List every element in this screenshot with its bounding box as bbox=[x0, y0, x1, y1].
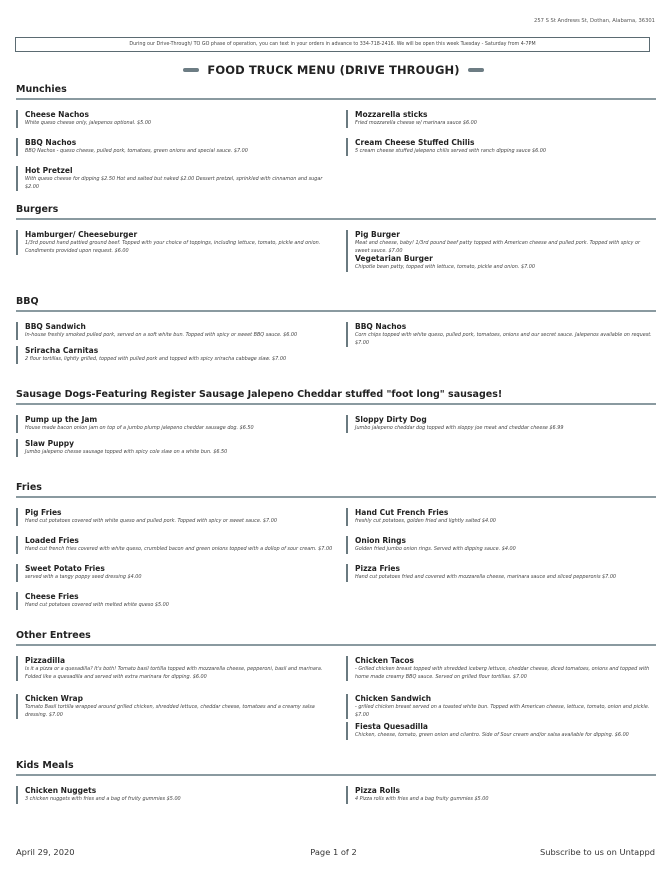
item-description: Hand cut potatoes covered with white queso and pulled pork. Topped with spicy or sweet sauce. $7.00 bbox=[25, 518, 277, 524]
item-description: Corn chips topped with white queso, pulled pork, tomatoes, onions and our secret sauce. Jalepenos available on request. $7.00 bbox=[355, 332, 652, 346]
item-description: Hand cut french fries covered with white queso, crumbled bacon and green onions topped with a dollop of sour cream. $7.00 bbox=[25, 546, 333, 552]
section-title: Munchies bbox=[16, 84, 656, 100]
item-name: Pump up the Jam bbox=[25, 415, 98, 424]
item-name: Sweet Potato Fries bbox=[25, 564, 105, 573]
section-title: BBQ bbox=[16, 296, 656, 312]
menu-section bbox=[16, 84, 656, 190]
footer-page-number: Page 1 of 2 bbox=[310, 847, 357, 857]
menu-item bbox=[16, 346, 336, 364]
item-name: Slaw Puppy bbox=[25, 439, 75, 448]
menu-item bbox=[346, 508, 656, 526]
menu-item bbox=[16, 230, 336, 255]
item-name: Cheese Fries bbox=[25, 592, 79, 601]
item-name: Fiesta Quesadilla bbox=[355, 722, 428, 731]
menu-section bbox=[16, 630, 656, 738]
item-description: Golden fried jumbo onion rings. Served with dipping sauce. $4.00 bbox=[355, 546, 516, 552]
item-name: Hamburger/ Cheeseburger bbox=[25, 230, 138, 239]
item-name: Loaded Fries bbox=[25, 536, 79, 545]
menu-section bbox=[16, 482, 656, 608]
item-name: Pig Burger bbox=[355, 230, 400, 239]
section-title: Fries bbox=[16, 482, 656, 498]
menu-item bbox=[16, 166, 336, 191]
item-description: Fried mozzarella cheese w/ marinara sauce $6.00 bbox=[355, 120, 477, 126]
menu-item bbox=[16, 656, 336, 681]
item-description: Chicken, cheese, tomato, green onion and cilantro. Side of Sour cream and/or salsa available for dipping. $6.00 bbox=[355, 732, 629, 738]
item-description: 5 cream cheese stuffed jalepeno chilis served with ranch dipping sauce $6.00 bbox=[355, 148, 547, 154]
menu-item bbox=[16, 694, 336, 719]
section-title: Other Entrees bbox=[16, 630, 656, 646]
menu-item bbox=[16, 508, 336, 526]
item-description: Jumbo jalepeno chesse sausage topped with spicy cole slaw on a white bun. $6.50 bbox=[25, 449, 228, 455]
item-name: Sriracha Carnitas bbox=[25, 346, 99, 355]
item-name: Sloppy Dirty Dog bbox=[355, 415, 427, 424]
item-name: BBQ Nachos bbox=[355, 322, 407, 331]
item-description: With queso cheese for dipping $2.50 Hot and salted but naked $2.00 Dessert pretzel, sprinkled with cinnamon and sugar $2.00 bbox=[25, 176, 323, 190]
menu-item bbox=[16, 592, 336, 610]
section-title: Kids Meals bbox=[16, 760, 656, 776]
menu-item bbox=[346, 564, 656, 582]
menu-item bbox=[16, 322, 336, 340]
item-name: Pizza Fries bbox=[355, 564, 400, 573]
right-ornament bbox=[468, 68, 484, 72]
item-description: Chipotle bean patty, topped with lettuce, tomato, pickle and onion. $7.00 bbox=[355, 264, 535, 270]
item-name: Hand Cut French Fries bbox=[355, 508, 449, 517]
item-description: In-house freshly smoked pulled pork, served on a soft white bun. Topped with spicy or sweet BBQ sauce. $6.00 bbox=[25, 332, 298, 338]
item-name: BBQ Nachos bbox=[25, 138, 77, 147]
menu-item bbox=[346, 786, 656, 804]
menu-item bbox=[346, 254, 656, 272]
menu-item bbox=[346, 694, 656, 719]
item-name: Vegetarian Burger bbox=[355, 254, 433, 263]
item-name: Pizzadilla bbox=[25, 656, 66, 665]
item-name: Chicken Wrap bbox=[25, 694, 83, 703]
menu-section bbox=[16, 296, 656, 362]
item-description: Hand cut potatoes covered with melted white queso $5.00 bbox=[25, 602, 169, 608]
item-name: Chicken Tacos bbox=[355, 656, 414, 665]
item-description: 3 chicken nuggets with fries and a bag of fruity gummies $5.00 bbox=[25, 796, 181, 802]
item-name: Mozzarella sticks bbox=[355, 110, 428, 119]
menu-title-text: FOOD TRUCK MENU (DRIVE THROUGH) bbox=[207, 63, 460, 77]
menu-item bbox=[16, 786, 336, 804]
menu-item bbox=[346, 322, 656, 347]
footer-date: April 29, 2020 bbox=[16, 847, 75, 857]
menu-item bbox=[346, 138, 656, 156]
item-description: Tomato Basil tortilla wrapped around grilled chicken, shredded lettuce, cheddar cheese, tomatoes and a creamy salsa dressing. $7.00 bbox=[25, 704, 315, 718]
menu-item bbox=[346, 536, 656, 554]
item-description: Is it a pizza or a quesadilla? It's both! Tomato basil tortilla topped with mozzarella cheese, pepperoni, basil and marinara. Folded like a quesadilla and served with extra marinara for dipping. $6.00 bbox=[25, 666, 323, 680]
menu-item bbox=[346, 230, 656, 255]
item-name: Cheese Nachos bbox=[25, 110, 89, 119]
item-name: Chicken Nuggets bbox=[25, 786, 97, 795]
item-description: Jumbo jalepeno cheddar dog topped with sloppy joe meat and cheddar cheese $6.99 bbox=[355, 425, 564, 431]
menu-item bbox=[346, 110, 656, 128]
item-description: White queso cheese only, jalepenos optional. $5.00 bbox=[25, 120, 152, 126]
item-name: Pig Fries bbox=[25, 508, 62, 517]
item-description: - grilled chicken breast served on a toasted white bun. Topped with American cheese, lettuce, tomato, onion and pickle. $7.00 bbox=[355, 704, 650, 718]
menu-item bbox=[16, 138, 336, 156]
menu-item bbox=[16, 536, 336, 554]
menu-title bbox=[0, 63, 667, 77]
footer-subscribe: Subscribe to us on Untappd bbox=[539, 847, 655, 857]
address: 257 S St Andrews St, Dothan, Alabama, 36301 bbox=[534, 18, 655, 24]
menu-section bbox=[16, 389, 656, 455]
item-name: Onion Rings bbox=[355, 536, 406, 545]
item-description: House made bacon onion jam on top of a jumbo plump jalepeno cheddar sausage dog. $6.50 bbox=[25, 425, 254, 431]
menu-item bbox=[16, 415, 336, 433]
left-ornament bbox=[183, 68, 199, 72]
menu-item bbox=[346, 656, 656, 681]
item-name: Chicken Sandwich bbox=[355, 694, 432, 703]
item-description: Hand cut potatoes fried and covered with mozzarella cheese, marinara sauce and sliced pepperonis $7.00 bbox=[355, 574, 617, 580]
section-title: Burgers bbox=[16, 204, 656, 220]
menu-item bbox=[16, 439, 336, 457]
menu-section bbox=[16, 204, 656, 270]
item-description: served with a tangy poppy seed dressing $4.00 bbox=[25, 574, 142, 580]
item-description: 2 flour tortillas, lightly grilled, topped with pulled pork and topped with spicy sriracha cabbage slaw. $7.00 bbox=[25, 356, 287, 362]
item-description: BBQ Nachos - queso cheese, pulled pork, tomatoes, green onions and special sauce. $7.00 bbox=[25, 148, 248, 154]
item-description: freshly cut potatoes, golden fried and lightly salted $4.00 bbox=[355, 518, 496, 524]
item-name: Hot Pretzel bbox=[25, 166, 73, 175]
menu-item bbox=[16, 564, 336, 582]
menu-item bbox=[346, 722, 656, 740]
item-description: 4 Pizza rolls with fries and a bag fruity gummies $5.00 bbox=[355, 796, 489, 802]
item-description: 1/3rd pound hand pattied ground beef. Topped with your choice of toppings, including lettuce, tomato, pickle and onion. Condiments provided upon request. $6.00 bbox=[25, 240, 321, 254]
menu-item bbox=[346, 415, 656, 433]
item-name: Pizza Rolls bbox=[355, 786, 401, 795]
item-name: BBQ Sandwich bbox=[25, 322, 86, 331]
item-name: Cream Cheese Stuffed Chilis bbox=[355, 138, 475, 147]
item-description: Meat and cheese, baby! 1/3rd pound beef patty topped with American cheese and pulled pork. Topped with spicy or sweet sauce. $7.00 bbox=[355, 240, 641, 254]
section-title: Sausage Dogs-Featuring Register Sausage Jalepeno Cheddar stuffed "foot long" sausages! bbox=[16, 389, 656, 405]
menu-item bbox=[16, 110, 336, 128]
ordering-notice: During our Drive-Through/ TO GO phase of operation, you can text in your orders in advance to 334-718-2416. We will be open this week Tuesday - Saturday from 4-7PM bbox=[15, 37, 650, 52]
menu-section bbox=[16, 760, 656, 802]
item-description: - Grilled chicken breast topped with shredded iceberg lettuce, cheddar cheese, diced tomatoes, onions and topped with home made creamy BBQ sauce. Served on grilled flour tortillas. $7.00 bbox=[355, 666, 650, 680]
